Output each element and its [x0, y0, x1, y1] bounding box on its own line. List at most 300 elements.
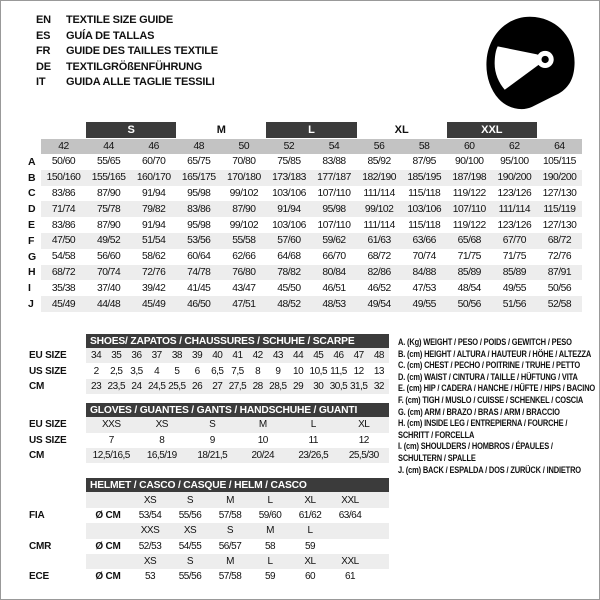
- measurement-cell: 111/114: [363, 187, 395, 199]
- measurement-cell: 60/64: [187, 251, 211, 263]
- size-header-cell: 56: [357, 139, 402, 154]
- size-cell: M: [210, 554, 250, 569]
- shoes-size-table: [29, 334, 389, 394]
- measurement-cell: 103/106: [272, 187, 306, 199]
- measurement-cell: 61/63: [357, 233, 402, 249]
- size-cell: 16,5/19: [137, 448, 188, 463]
- helmet-table-rows: [29, 492, 389, 584]
- measurement-cell: 185/195: [402, 170, 447, 186]
- measurement-cell: 37/40: [96, 282, 121, 294]
- size-cell: 25,5/30: [339, 448, 390, 463]
- measurement-cell: 107/110: [317, 219, 351, 231]
- size-cell: 45: [308, 348, 328, 363]
- size-cell: 40: [207, 348, 227, 363]
- row-unit-prefix: [86, 523, 130, 538]
- measurement-cell: 115/118: [408, 187, 441, 199]
- legend-item: C. (cm) CHEST / PECHO / POITRINE / TRUHE / PETTO: [398, 360, 580, 371]
- measurement-cell: 65/75: [187, 156, 211, 168]
- table-row: [29, 417, 389, 432]
- measurement-cell: 87/91: [537, 265, 582, 281]
- row-label: [29, 523, 86, 538]
- gloves-table-rows: [29, 417, 389, 463]
- shoes-table-title: SHOES/ ZAPATOS / CHAUSSURES / SCHUHE / SCARPE: [86, 334, 389, 348]
- size-header-row: [25, 139, 582, 154]
- row-label: US SIZE: [29, 434, 67, 446]
- measurement-cell: 75/85: [277, 156, 301, 168]
- size-cell: 24,5: [147, 379, 167, 394]
- size-cell: XL: [339, 417, 390, 432]
- size-cell: 27,5: [227, 379, 247, 394]
- measurement-cell: 46/52: [367, 282, 391, 294]
- helmet-size-table: [29, 478, 389, 584]
- measurement-row-label: I: [28, 282, 31, 295]
- size-header-cell: 52: [266, 139, 311, 154]
- size-cell: 28,5: [268, 379, 288, 394]
- legend-item: H. (cm) INSIDE LEG / ENTREPIERNA / FOURCHE / SCHRITT / FORCELLA: [398, 418, 568, 440]
- measurement-cell: 41/45: [187, 282, 211, 294]
- measurement-cell: 50/56: [547, 282, 572, 294]
- size-cell: 59: [304, 540, 316, 552]
- measurement-row-label: B: [28, 171, 36, 184]
- language-row: [36, 61, 218, 77]
- size-cell: 5: [174, 365, 180, 377]
- size-header-cell: 46: [131, 139, 176, 154]
- measurement-cell: 52/58: [537, 296, 582, 312]
- measurement-cell: 80/84: [311, 265, 356, 281]
- row-label: CMR: [29, 540, 52, 552]
- measurement-cell: 190/200: [537, 170, 582, 186]
- size-cell: 42: [248, 348, 268, 363]
- legend-item: G. (cm) ARM / BRAZO / BRAS / ARM / BRACCIO: [398, 406, 560, 417]
- measurement-cell: 56/60: [96, 251, 121, 263]
- size-cell: 25,5: [167, 379, 187, 394]
- size-cell: 61/62: [298, 509, 322, 521]
- size-cell: S: [210, 523, 250, 538]
- measurement-row: [25, 280, 582, 296]
- measurement-cell: 66/70: [322, 251, 346, 263]
- measurement-cell: 123/126: [497, 187, 532, 199]
- row-label: [29, 492, 86, 507]
- row-unit-prefix: [86, 492, 130, 507]
- size-cell: S: [170, 492, 210, 507]
- size-header-cell: 54: [311, 139, 356, 154]
- measurement-cell: 49/52: [86, 233, 131, 249]
- measurement-cell: 39/42: [142, 282, 166, 294]
- measurement-cell: 76/80: [221, 265, 266, 281]
- row-unit-prefix: Ø CM: [95, 540, 121, 552]
- measurement-cell: 55/58: [221, 233, 266, 249]
- row-unit-prefix: [86, 554, 130, 569]
- size-group-row: [25, 122, 582, 138]
- measurement-cell: 91/94: [142, 219, 166, 231]
- size-cell: 6: [194, 365, 200, 377]
- measurement-cell: 62/66: [232, 251, 256, 263]
- size-header-cell: 60: [447, 139, 492, 154]
- size-cell: 35: [106, 348, 126, 363]
- size-cell: 29: [288, 379, 308, 394]
- measurement-cell: 51/54: [131, 233, 176, 249]
- measurement-cell: 95/98: [311, 201, 356, 217]
- size-cell: 3,5: [130, 365, 143, 377]
- size-cell: 13: [373, 365, 384, 377]
- measurement-cell: 103/106: [402, 201, 447, 217]
- size-cell: L: [250, 492, 290, 507]
- table-row: [29, 348, 389, 363]
- measurement-cell: 160/170: [131, 170, 176, 186]
- measurement-row: [25, 265, 582, 281]
- measurement-cell: 187/198: [447, 170, 492, 186]
- size-cell: 12: [353, 365, 364, 377]
- size-cell: 18/21,5: [187, 448, 238, 463]
- measurement-cell: 119/122: [452, 219, 486, 231]
- size-cell: 7,5: [231, 365, 244, 377]
- legend-item: F. (cm) TIGH / MUSLO / CUISSE / SCHENKEL / COSCIA: [398, 394, 584, 405]
- row-filler: [370, 569, 389, 584]
- table-row: [29, 379, 389, 394]
- size-cell: 28: [248, 379, 268, 394]
- measurement-cell: 68/72: [537, 233, 582, 249]
- size-group-xxl: XXL: [447, 122, 537, 138]
- table-row: [29, 554, 389, 569]
- size-cell: 55/56: [178, 571, 202, 583]
- measurement-cell: 103/106: [272, 219, 306, 231]
- measurement-cell: 70/74: [412, 251, 436, 263]
- size-cell: 38: [167, 348, 187, 363]
- measurement-cell: 46/51: [322, 282, 346, 294]
- measurement-cell: 63/66: [402, 233, 447, 249]
- measurement-cell: 59/62: [311, 233, 356, 249]
- measurement-cell: 49/55: [502, 282, 526, 294]
- measurement-cell: 115/118: [408, 219, 441, 231]
- measurement-cell: 87/90: [221, 201, 266, 217]
- helmet-icon: [477, 12, 587, 117]
- measurement-cell: 48/54: [457, 282, 481, 294]
- measurement-cell: 83/86: [51, 187, 76, 199]
- measurement-cell: 95/100: [500, 156, 529, 168]
- table-row: [29, 448, 389, 463]
- size-cell: 2: [93, 365, 99, 377]
- legend-item: B. (cm) HEIGHT / ALTURA / HAUTEUR / HÖHE / ALTEZZA: [398, 348, 592, 359]
- measurement-cell: 105/115: [542, 156, 576, 168]
- size-cell: 55/56: [178, 509, 202, 521]
- helmet-table-title: HELMET / CASCO / CASQUE / HELM / CASCO: [86, 478, 389, 492]
- language-code: DE: [36, 60, 51, 73]
- size-cell: 12,5/16,5: [86, 448, 137, 463]
- measurement-cell: 91/94: [266, 201, 311, 217]
- size-cell: 56/57: [218, 540, 242, 552]
- measurement-cell: 85/89: [492, 265, 537, 281]
- row-filler: [370, 523, 389, 538]
- measurement-cell: 83/86: [176, 201, 221, 217]
- size-cell: 24: [126, 379, 146, 394]
- measurement-cell: 58/62: [142, 251, 166, 263]
- measurement-legend: [398, 337, 598, 476]
- language-row: [36, 30, 218, 46]
- measurement-row: [25, 233, 582, 249]
- shoes-table-rows: [29, 348, 389, 394]
- size-cell: 34: [86, 348, 106, 363]
- table-row: [29, 492, 389, 507]
- size-cell: L: [288, 417, 339, 432]
- size-cell: 58: [264, 540, 276, 552]
- table-row: [29, 569, 389, 584]
- language-title: TEXTILGRÖßENFÜHRUNG: [66, 60, 203, 73]
- language-title: GUÍA DE TALLAS: [66, 29, 155, 42]
- measurement-cell: 45/50: [277, 282, 301, 294]
- row-label: EU SIZE: [29, 350, 67, 362]
- measurement-cell: 68/72: [41, 265, 86, 281]
- table-row: [29, 433, 389, 448]
- measurement-row-label: A: [28, 155, 36, 168]
- size-cell: 53/54: [138, 509, 162, 521]
- language-list: [36, 14, 218, 92]
- size-cell: 30: [308, 379, 328, 394]
- size-cell: 44: [288, 348, 308, 363]
- measurement-cell: 83/88: [322, 156, 346, 168]
- row-unit-prefix: Ø CM: [95, 509, 121, 521]
- bottom-tables: [29, 334, 389, 594]
- language-title: TEXTILE SIZE GUIDE: [66, 14, 174, 26]
- size-cell: XS: [170, 523, 210, 538]
- measurement-cell: 43/47: [232, 282, 256, 294]
- measurement-row-label: G: [28, 250, 37, 263]
- measurement-cell: 46/50: [176, 296, 221, 312]
- size-cell: XXS: [86, 417, 137, 432]
- measurement-cell: 85/92: [367, 156, 391, 168]
- row-label: EU SIZE: [29, 419, 67, 431]
- size-cell: 61: [344, 571, 356, 583]
- legend-item: J. (cm) BACK / ESPALDA / DOS / ZURÜCK / INDIETRO: [398, 464, 581, 475]
- size-cell: 43: [268, 348, 288, 363]
- measurement-cell: 99/102: [229, 187, 259, 199]
- measurement-cell: 55/65: [96, 156, 121, 168]
- measurement-cell: 64/68: [277, 251, 301, 263]
- size-cell: XXS: [130, 523, 170, 538]
- size-cell: XS: [137, 417, 188, 432]
- size-cell: 60: [304, 571, 316, 583]
- size-cell: 11: [308, 434, 318, 446]
- size-cell: 57/58: [218, 571, 242, 583]
- measurement-cell: 107/110: [317, 187, 351, 199]
- measurement-cell: 71/75: [502, 251, 526, 263]
- size-cell: XL: [290, 554, 330, 569]
- measurement-cell: 70/74: [86, 265, 131, 281]
- measurement-cell: 48/52: [266, 296, 311, 312]
- size-cell: 54/55: [178, 540, 202, 552]
- size-cell: 46: [328, 348, 348, 363]
- size-cell: 59: [264, 571, 276, 583]
- size-cell: 10: [293, 365, 304, 377]
- measurement-cell: 165/175: [176, 170, 221, 186]
- size-cell: 6,5: [211, 365, 224, 377]
- measurement-row-label: C: [28, 187, 36, 200]
- measurement-cell: 65/68: [447, 233, 492, 249]
- measurement-cell: 111/114: [492, 201, 537, 217]
- measurement-cell: 67/70: [492, 233, 537, 249]
- size-cell: 52/53: [138, 540, 162, 552]
- size-cell: 23/26,5: [288, 448, 339, 463]
- size-cell: M: [238, 417, 289, 432]
- size-cell: 32: [369, 379, 389, 394]
- measurement-cell: 47/50: [41, 233, 86, 249]
- measurement-cell: 99/102: [357, 201, 402, 217]
- measurement-cell: 155/165: [86, 170, 131, 186]
- size-cell: 2,5: [110, 365, 123, 377]
- row-filler: [370, 492, 389, 507]
- measurement-cell: 57/60: [266, 233, 311, 249]
- measurement-cell: 90/100: [455, 156, 484, 168]
- measurement-cell: 54/58: [51, 251, 76, 263]
- measurement-cell: 50/60: [51, 156, 76, 168]
- size-cell: 53: [144, 571, 156, 583]
- size-cell: 20/24: [238, 448, 289, 463]
- row-label: US SIZE: [29, 365, 67, 377]
- measurement-cell: 48/53: [311, 296, 356, 312]
- measurement-cell: 190/200: [492, 170, 537, 186]
- size-cell: 12: [358, 434, 369, 446]
- size-cell: XS: [130, 554, 170, 569]
- size-cell: 8: [159, 434, 165, 446]
- row-label: [29, 554, 86, 569]
- size-cell: 10,5: [309, 365, 328, 377]
- size-cell: 59/60: [258, 509, 282, 521]
- size-header-cell: 58: [402, 139, 447, 154]
- measurement-cell: 177/187: [311, 170, 356, 186]
- measurement-cell: 99/102: [229, 219, 259, 231]
- gloves-size-table: [29, 403, 389, 463]
- measurement-cell: 107/110: [447, 201, 492, 217]
- measurement-cell: 170/180: [221, 170, 266, 186]
- gloves-table-title: GLOVES / GUANTES / GANTS / HANDSCHUHE / GUANTI: [86, 403, 389, 417]
- measurement-cell: 123/126: [497, 219, 532, 231]
- size-cell: 37: [147, 348, 167, 363]
- measurement-cell: 74/78: [176, 265, 221, 281]
- measurement-row: [25, 186, 582, 202]
- measurement-cell: 115/119: [537, 201, 582, 217]
- measurement-cell: 72/76: [131, 265, 176, 281]
- measurement-cell: 82/86: [357, 265, 402, 281]
- measurement-row-label: H: [28, 266, 36, 279]
- size-group-m: M: [216, 124, 226, 136]
- measurement-cell: 87/90: [96, 187, 121, 199]
- size-cell: XXL: [330, 554, 370, 569]
- size-cell: M: [250, 523, 290, 538]
- measurement-cell: 127/130: [542, 219, 577, 231]
- size-cell: S: [170, 554, 210, 569]
- legend-item: I. (cm) SHOULDERS / HOMBROS / ÉPAULES / SCHULTERN / SPALLE: [398, 441, 553, 463]
- measurement-row-label: J: [28, 298, 34, 311]
- size-cell: XXL: [330, 492, 370, 507]
- textile-size-table: [25, 122, 582, 312]
- size-cell: 31,5: [349, 379, 369, 394]
- size-header-cell: 64: [537, 139, 582, 154]
- measurement-cell: 83/86: [51, 219, 76, 231]
- measurement-cell: 35/38: [51, 282, 76, 294]
- measurement-row: [25, 170, 582, 186]
- row-unit-prefix: Ø CM: [95, 571, 121, 583]
- size-group-xl: XL: [394, 124, 409, 136]
- size-header-cell: 44: [86, 139, 131, 154]
- language-row: [36, 76, 218, 92]
- measurement-cell: 173/183: [266, 170, 311, 186]
- size-cell: 26: [187, 379, 207, 394]
- measurement-cell: 79/82: [131, 201, 176, 217]
- measurement-row-label: F: [28, 234, 35, 247]
- size-cell: 23,5: [106, 379, 126, 394]
- language-row: [36, 14, 218, 30]
- size-cell: [330, 539, 370, 554]
- size-group-spacer: [537, 122, 582, 138]
- size-cell: 41: [227, 348, 247, 363]
- measurement-cell: 182/190: [357, 170, 402, 186]
- measurement-cell: 60/70: [142, 156, 166, 168]
- measurement-cell: 72/76: [547, 251, 572, 263]
- size-header-spacer: [25, 139, 41, 154]
- size-cell: 8: [255, 365, 261, 377]
- row-filler: [370, 539, 389, 554]
- measurement-cell: 45/49: [41, 296, 86, 312]
- row-filler: [370, 554, 389, 569]
- measurement-cell: 75/78: [86, 201, 131, 217]
- size-cell: 23: [86, 379, 106, 394]
- size-cell: 11,5: [330, 365, 347, 377]
- size-group-l: L: [266, 122, 356, 138]
- table-row: [29, 508, 389, 523]
- measurement-cell: 71/74: [41, 201, 86, 217]
- measurement-cell: 95/98: [187, 187, 211, 199]
- size-cell: 63/64: [338, 509, 362, 521]
- row-label: ECE: [29, 571, 49, 583]
- row-filler: [370, 508, 389, 523]
- size-cell: [330, 523, 370, 538]
- measurement-cell: 68/72: [367, 251, 391, 263]
- size-cell: 47: [349, 348, 369, 363]
- size-header-cell: 62: [492, 139, 537, 154]
- measurement-cell: 71/75: [457, 251, 481, 263]
- size-header-cell: 48: [176, 139, 221, 154]
- size-cell: 9: [275, 365, 281, 377]
- table-row: [29, 523, 389, 538]
- measurement-row: [25, 154, 582, 170]
- measurement-cell: 95/98: [187, 219, 211, 231]
- measurement-cell: 85/89: [447, 265, 492, 281]
- measurement-row: [25, 217, 582, 233]
- measurement-cell: 70/80: [232, 156, 256, 168]
- language-code: IT: [36, 76, 46, 89]
- size-cell: M: [210, 492, 250, 507]
- row-label: FIA: [29, 509, 45, 521]
- measurement-cell: 49/54: [357, 296, 402, 312]
- language-title: GUIDE DES TAILLES TEXTILE: [66, 45, 218, 58]
- size-group-spacer: [25, 122, 86, 138]
- language-code: EN: [36, 14, 51, 26]
- language-title: GUIDA ALLE TAGLIE TESSILI: [66, 76, 215, 89]
- size-group-s: S: [86, 122, 176, 138]
- measurement-cell: 87/95: [412, 156, 436, 168]
- size-cell: 9: [209, 434, 215, 446]
- size-cell: S: [187, 417, 238, 432]
- size-cell: 7: [108, 434, 114, 446]
- size-header-cell: 50: [221, 139, 266, 154]
- language-code: ES: [36, 29, 51, 42]
- measurement-row: [25, 296, 582, 312]
- legend-item: A. (Kg) WEIGHT / PESO / POIDS / GEWITCH / PESO: [398, 337, 572, 347]
- row-label: CM: [29, 380, 45, 392]
- language-row: [36, 45, 218, 61]
- legend-item: E. (cm) HIP / CADERA / HANCHE / HÜFTE / HIPS / BACINO: [398, 383, 596, 394]
- size-cell: 27: [207, 379, 227, 394]
- size-cell: 30,5: [328, 379, 348, 394]
